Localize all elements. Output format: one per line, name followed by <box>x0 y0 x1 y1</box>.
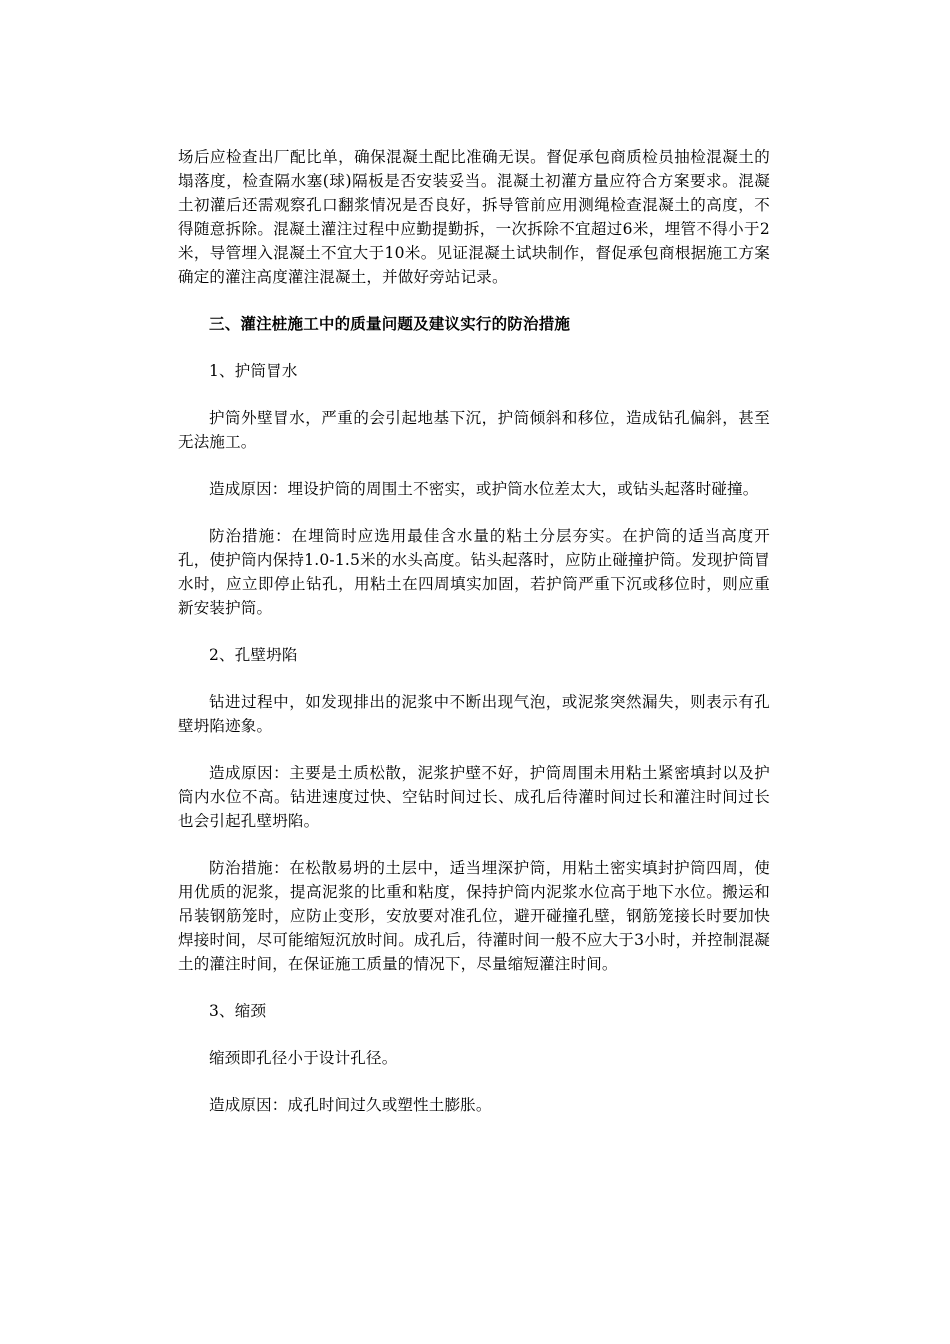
document-page <box>178 145 770 1117</box>
paragraph-collapse-prevention: 防治措施：在松散易坍的土层中，适当埋深护筒，用粘土密实填封护筒四周，使用优质的泥浆，提高泥浆的比重和粘度，保持护筒内泥浆水位高于地下水位。搬运和吊装钢筋笼时，应防止变形，安放要对准孔位，避开碰撞孔壁，钢筋笼接长时要加快焊接时间，尽可能缩短沉放时间。成孔后，待灌时间一般不应大于3小时，并控制混凝土的灌注时间，在保证施工质量的情况下，尽量缩短灌注时间。 <box>178 859 770 973</box>
section-heading-quality-problems: 三、灌注桩施工中的质量问题及建议实行的防治措施 <box>209 314 571 333</box>
subheading-casing-water-leak: 1、护筒冒水 <box>209 362 298 380</box>
paragraph-necking-cause: 造成原因：成孔时间过久或塑性土膨胀。 <box>209 1096 492 1114</box>
subheading-necking: 3、缩颈 <box>209 1002 267 1020</box>
paragraph-casing-leak-prevention: 防治措施：在埋筒时应选用最佳含水量的粘土分层夯实。在护筒的适当高度开孔，使护筒内保持1.0-1.5米的水头高度。钻头起落时，应防止碰撞护筒。发现护筒冒水时，应立即停止钻孔，用粘土在四周填实加固，若护筒严重下沉或移位时，则应重新安装护筒。 <box>178 527 770 617</box>
paragraph-necking-description: 缩颈即孔径小于设计孔径。 <box>209 1049 398 1067</box>
paragraph-collapse-description: 钻进过程中，如发现排出的泥浆中不断出现气泡，或泥浆突然漏失，则表示有孔壁坍陷迹象。 <box>178 693 770 735</box>
paragraph-collapse-cause: 造成原因：主要是土质松散，泥浆护壁不好，护筒周围未用粘土紧密填封以及护筒内水位不高。钻进速度过快、空钻时间过长、成孔后待灌时间过长和灌注时间过长也会引起孔壁坍陷。 <box>178 764 770 830</box>
subheading-hole-wall-collapse: 2、孔壁坍陷 <box>209 646 298 664</box>
paragraph-casing-leak-cause: 造成原因：埋设护筒的周围土不密实，或护筒水位差太大，或钻头起落时碰撞。 <box>209 480 759 498</box>
paragraph-concrete-pouring-continued: 场后应检查出厂配比单，确保混凝土配比准确无误。督促承包商质检员抽检混凝土的塌落度，检查隔水塞(球)隔板是否安装妥当。混凝土初灌方量应符合方案要求。混凝土初灌后还需观察孔口翻浆情况是否良好，拆导管前应用测绳检查混凝土的高度，不得随意拆除。混凝土灌注过程中应勤提勤拆，一次拆除不宜超过6米，埋管不得小于2米，导管埋入混凝土不宜大于10米。见证混凝土试块制作，督促承包商根据施工方案确定的灌注高度灌注混凝土，并做好旁站记录。 <box>178 148 770 286</box>
paragraph-casing-leak-description: 护筒外壁冒水，严重的会引起地基下沉，护筒倾斜和移位，造成钻孔偏斜，甚至无法施工。 <box>178 409 770 451</box>
